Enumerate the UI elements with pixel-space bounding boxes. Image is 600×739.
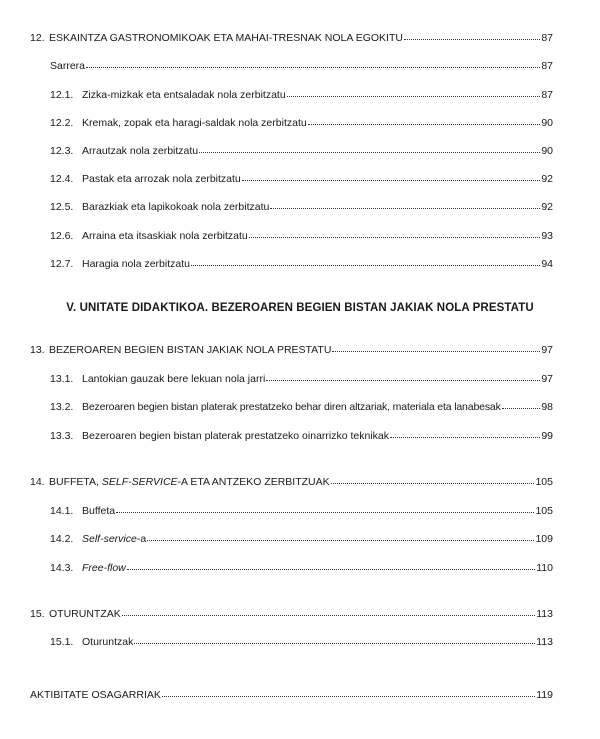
cropped-previous-line	[230, 0, 490, 2]
toc-number: 12.6.	[50, 230, 74, 242]
toc-number: 15.1.	[50, 636, 74, 648]
toc-entry-14-2[interactable]	[50, 532, 553, 546]
toc-number: 13.3.	[50, 430, 74, 442]
dot-leader	[249, 228, 541, 238]
dot-leader	[199, 143, 540, 153]
dot-leader	[162, 687, 535, 697]
dot-leader	[122, 606, 536, 616]
toc-entry-12-7[interactable]	[50, 257, 553, 271]
toc-entry-12-3[interactable]	[50, 144, 553, 158]
dot-leader	[331, 474, 535, 484]
toc-entry-13[interactable]	[30, 343, 553, 357]
toc-page-number: 98	[541, 401, 553, 413]
toc-number: 14.	[30, 476, 45, 488]
toc-entry-12-6[interactable]	[50, 229, 553, 243]
toc-page-number: 109	[535, 533, 553, 545]
toc-number: 12.2.	[50, 117, 74, 129]
toc-title-italic: SELF-SERVICE	[101, 476, 178, 488]
toc-number: 12.5.	[50, 201, 74, 213]
toc-title	[49, 476, 330, 489]
toc-number: 12.7.	[50, 258, 74, 270]
toc-entry-12[interactable]	[30, 31, 553, 45]
toc-title: OTURUNTZAK	[49, 608, 121, 620]
toc-entry-13-2[interactable]	[50, 400, 553, 414]
toc-entry-sarrera[interactable]	[50, 59, 553, 73]
toc-page-number: 113	[536, 636, 553, 648]
dot-leader	[308, 115, 541, 125]
toc-page-number: 90	[541, 145, 553, 157]
toc-title	[82, 533, 146, 546]
toc-title: Kremak, zopak eta haragi-saldak nola zerbitzatu	[82, 117, 307, 129]
toc-page-number: 105	[535, 476, 553, 488]
dot-leader	[147, 531, 534, 541]
toc-page-number: 97	[541, 344, 553, 356]
dot-leader	[404, 30, 540, 40]
toc-title: Lantokian gauzak bere lekuan nola jarri	[82, 373, 266, 385]
toc-number: 15.	[30, 608, 45, 620]
dot-leader	[191, 256, 540, 266]
dot-leader	[116, 503, 534, 513]
toc-entry-12-4[interactable]	[50, 172, 553, 186]
toc-entry-12-5[interactable]	[50, 200, 553, 214]
toc-title: Bezeroaren begien bistan platerak prestatzeko behar diren altzariak, materiala eta lanabesak	[82, 401, 501, 413]
toc-entry-15[interactable]	[30, 607, 553, 621]
dot-leader	[332, 342, 540, 352]
toc-entry-15-1[interactable]	[50, 635, 553, 649]
toc-page-number: 87	[541, 89, 553, 101]
toc-page-number: 119	[536, 689, 553, 701]
toc-page-number: 105	[535, 505, 553, 517]
toc-number: 14.1.	[50, 505, 74, 517]
toc-title: Sarrera	[50, 60, 86, 72]
toc-title: Barazkiak eta lapikokoak nola zerbitzatu	[82, 201, 270, 213]
toc-title-italic: Free-flow	[82, 562, 126, 574]
toc-page-number: 90	[541, 117, 553, 129]
toc-number: 13.1.	[50, 373, 74, 385]
toc-title: Bezeroaren begien bistan platerak prestatzeko oinarrizko teknikak	[82, 430, 390, 442]
dot-leader	[390, 428, 540, 438]
toc-page-number: 97	[541, 373, 553, 385]
toc-title: Arraina eta itsaskiak nola zerbitzatu	[82, 230, 248, 242]
toc-page-number: 94	[541, 258, 553, 270]
dot-leader	[270, 199, 540, 209]
toc-page-number: 87	[541, 32, 553, 44]
toc-entry-14-1[interactable]	[50, 504, 553, 518]
toc-entry-12-2[interactable]	[50, 116, 553, 130]
toc-title: Oturuntzak	[82, 636, 134, 648]
toc-number: 14.3.	[50, 562, 74, 574]
toc-title: Zizka-mizkak eta entsaladak nola zerbitzatu	[82, 89, 286, 101]
toc-number: 12.3.	[50, 145, 74, 157]
toc-page-number: 92	[541, 201, 553, 213]
toc-title: Haragia nola zerbitzatu	[82, 258, 190, 270]
toc-entry-13-3[interactable]	[50, 429, 553, 443]
toc-number: 12.	[30, 32, 45, 44]
dot-leader	[502, 399, 541, 409]
toc-title	[82, 562, 126, 575]
dot-leader	[134, 634, 535, 644]
toc-number: 13.	[30, 344, 45, 356]
toc-title-italic: Self-service	[82, 533, 137, 545]
toc-entry-13-1[interactable]	[50, 372, 553, 386]
toc-title: BEZEROAREN BEGIEN BISTAN JAKIAK NOLA PRESTATU	[49, 344, 332, 356]
toc-title: Arrautzak nola zerbitzatu	[82, 145, 199, 157]
dot-leader	[86, 58, 540, 68]
toc-title: Buffeta	[82, 505, 116, 517]
toc-page-number: 99	[541, 430, 553, 442]
toc-number: 12.4.	[50, 173, 74, 185]
toc-number: 14.2.	[50, 533, 74, 545]
toc-page-number: 93	[541, 230, 553, 242]
toc-number: 13.2.	[50, 401, 74, 413]
toc-title: Pastak eta arrozak nola zerbitzatu	[82, 173, 241, 185]
toc-title-part: BUFFETA,	[49, 476, 102, 488]
toc-number: 12.1.	[50, 89, 74, 101]
toc-title: ESKAINTZA GASTRONOMIKOAK ETA MAHAI-TRESNAK NOLA EGOKITU	[49, 32, 403, 44]
dot-leader	[242, 171, 541, 181]
toc-page-number: 92	[541, 173, 553, 185]
toc-page-number: 87	[541, 60, 553, 72]
dot-leader	[127, 560, 535, 570]
toc-entry-14-3[interactable]	[50, 561, 553, 575]
toc-page-number: 110	[536, 562, 553, 574]
toc-title-part: -A ETA ANTZEKO ZERBITZUAK	[177, 476, 330, 488]
unit-heading: V. UNITATE DIDAKTIKOA. BEZEROAREN BEGIEN BISTAN JAKIAK NOLA PRESTATU	[66, 302, 534, 314]
toc-title-part: -a	[136, 533, 147, 545]
toc-page-number: 113	[536, 608, 553, 620]
toc-entry-12-1[interactable]	[50, 88, 553, 102]
toc-entry-aktibitate[interactable]	[30, 688, 553, 702]
toc-entry-14[interactable]	[30, 475, 553, 489]
dot-leader	[287, 87, 541, 97]
dot-leader	[266, 371, 540, 381]
toc-title: AKTIBITATE OSAGARRIAK	[30, 689, 161, 701]
